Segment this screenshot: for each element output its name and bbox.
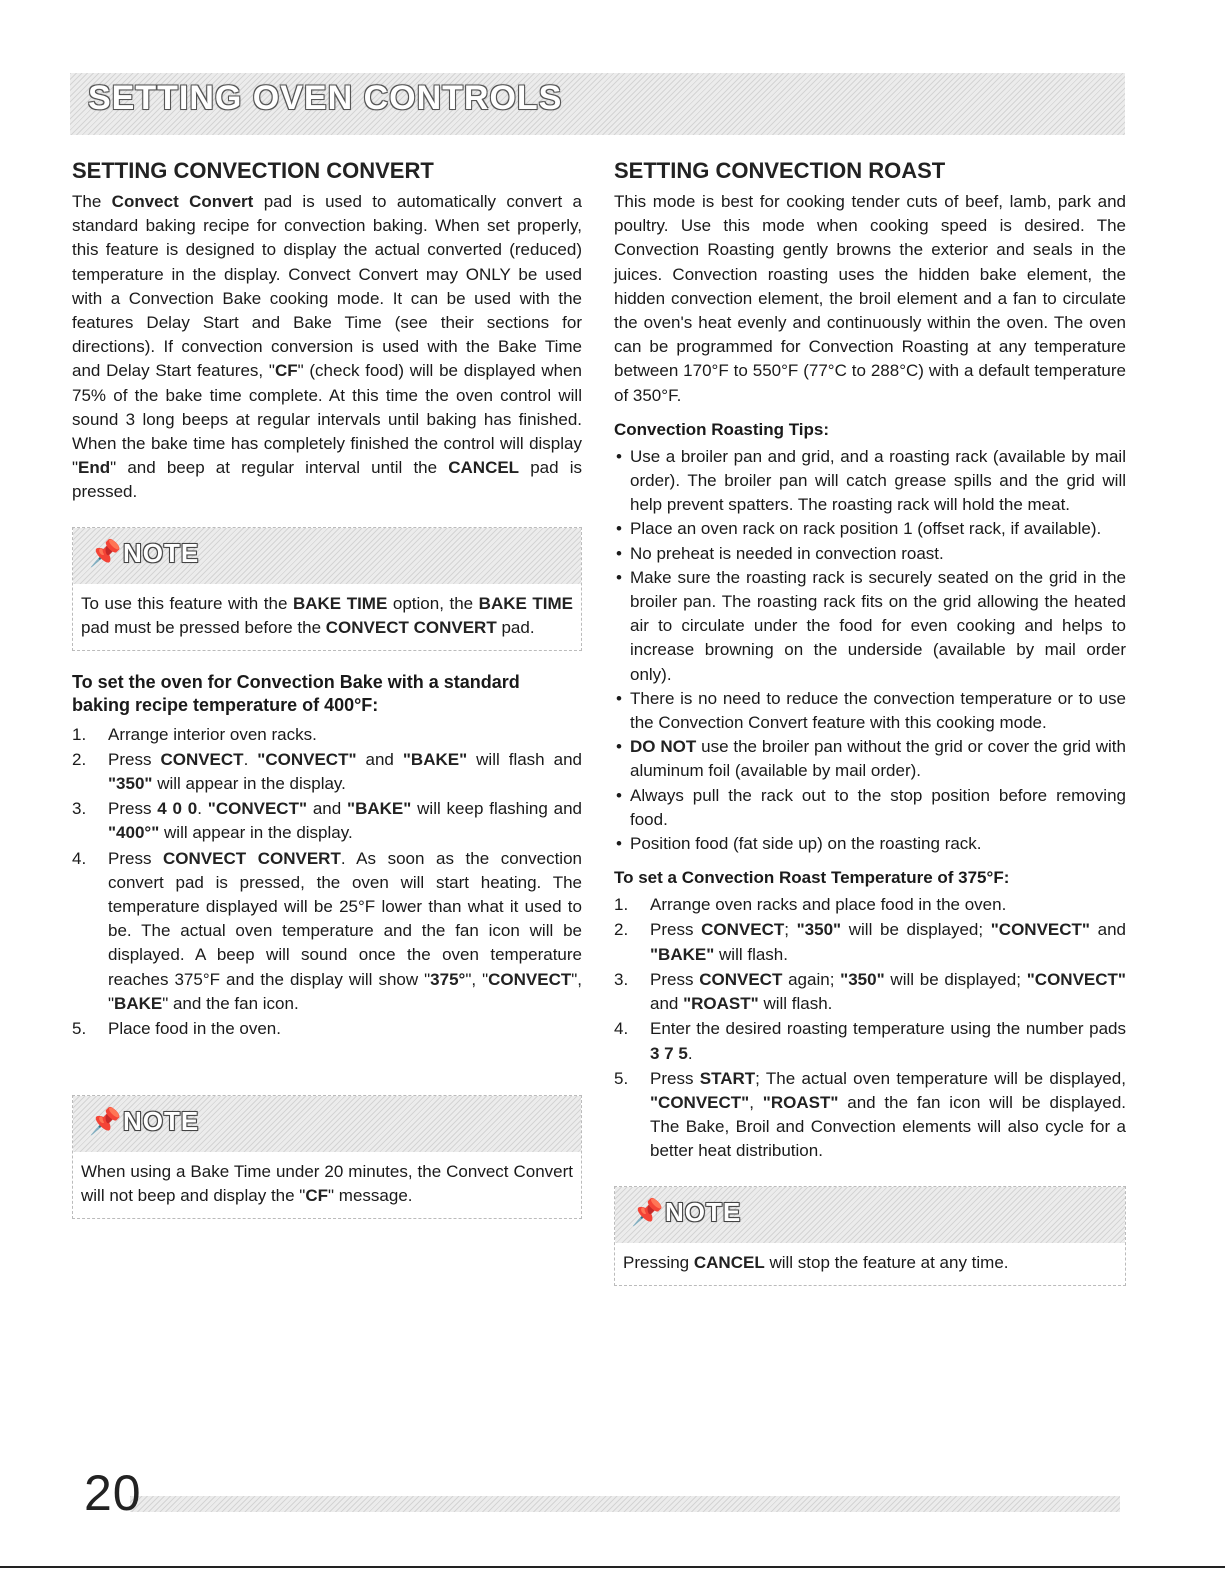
bold-text: "CONVECT" <box>257 749 357 769</box>
text-run: will flash and <box>467 749 582 769</box>
step-item <box>614 1067 1126 1164</box>
bold-text: Convect Convert <box>111 192 254 211</box>
note-box-cancel <box>614 1186 1126 1286</box>
text-run: ", " <box>108 969 582 1013</box>
step-item <box>614 893 1126 917</box>
text-run: Arrange oven racks and place food in the oven. <box>650 895 1007 915</box>
text-run: . <box>687 1043 693 1063</box>
text-run: Arrange interior oven racks. <box>108 724 317 744</box>
note-box-bake-time <box>72 527 582 651</box>
page-number: 20 <box>84 1465 142 1521</box>
text-run: . <box>197 799 208 819</box>
text-run: Place an oven rack on rack position 1 (offset rack, if available). <box>630 519 1102 539</box>
left-column <box>72 150 582 1239</box>
bold-text: CF <box>305 1186 329 1206</box>
bold-text: BAKE TIME <box>478 593 574 613</box>
text-run: No preheat is needed in convection roast. <box>630 543 944 563</box>
pushpin-icon: 📌 <box>631 1196 664 1227</box>
bold-text: "CONVECT" <box>1026 969 1126 989</box>
text-run: Enter the desired roasting temperature using the number pads <box>650 1019 1126 1039</box>
bullet-icon: • <box>616 543 622 563</box>
step-number: 2. <box>614 920 629 940</box>
step-number: 1. <box>72 724 87 744</box>
text-run: and the fan icon will be displayed. The Bake, Broil and Convection elements will also cycle for a better heat distribution. <box>650 1092 1126 1161</box>
text-run: option, the <box>387 593 479 613</box>
header-banner <box>70 73 1125 135</box>
text-run: will keep flashing and <box>411 799 582 819</box>
bold-text: CONVECT <box>699 969 783 989</box>
bold-text: "CONVECT" <box>207 799 308 819</box>
bold-text: CANCEL <box>448 458 520 478</box>
text-run: Pressing <box>623 1252 694 1272</box>
text-run: and <box>307 799 348 819</box>
bold-text: "BAKE" <box>650 944 715 964</box>
tip-item <box>614 566 1126 687</box>
step-number: 1. <box>614 895 629 915</box>
bold-text: CONVECT <box>701 920 785 940</box>
text-run: Use a broiler pan and grid, and a roasting rack (available by mail order). The broiler pan will catch grease spills and the grid will help prevent spatters. The roasting rack will hold the meat. <box>630 446 1126 515</box>
text-run: Position food (fat side up) on the roasting rack. <box>630 834 982 854</box>
text-run: Press <box>108 848 164 868</box>
bold-text: CONVECT CONVERT <box>163 848 341 868</box>
step-number: 3. <box>72 799 87 819</box>
text-run: Press <box>650 920 702 940</box>
bullet-icon: • <box>616 446 622 466</box>
bold-text: BAKE TIME <box>292 593 388 613</box>
step-item <box>72 723 582 747</box>
text-run: ", " <box>465 969 489 989</box>
tip-item <box>614 784 1126 832</box>
convection-roast-intro: This mode is best for cooking tender cuts of beef, lamb, park and poultry. Use this mode when cooking speed is desired. The Convection Roasting gently browns the exterior and seals in the juices. Convection roasting uses the hidden bake element, the hidden convection element, the broil element and a fan to circulate the oven's heat evenly and continuously within the oven. The oven can be programmed for Convection Roasting at any temperature between 170°F to 550°F (77°C to 288°C) with a default temperature of 350°F. <box>614 192 1126 405</box>
text-run: pad must be pressed before the <box>81 617 326 637</box>
right-column <box>614 150 1126 1306</box>
bold-text: "350" <box>108 774 153 794</box>
text-run: " message. <box>328 1186 413 1206</box>
text-run: Press <box>650 1068 700 1088</box>
text-run: When using a Bake Time under 20 minutes, the Convect Convert will not beep and display the " <box>81 1162 573 1206</box>
step-item <box>72 797 582 845</box>
bold-text: "400°" <box>108 823 160 843</box>
bold-text: CANCEL <box>693 1252 765 1272</box>
tip-item <box>614 687 1126 735</box>
step-item <box>614 1017 1126 1065</box>
text-run: pad is pressed. <box>72 458 583 502</box>
text-run: and <box>356 749 403 769</box>
bold-text: CONVECT CONVERT <box>325 617 497 637</box>
step-item <box>72 1017 582 1041</box>
bullet-icon: • <box>616 834 622 854</box>
bullet-icon: • <box>616 519 622 539</box>
step-number: 2. <box>72 749 87 769</box>
text-run: will appear in the display. <box>152 774 346 794</box>
bold-text: CONVECT <box>488 969 572 989</box>
convection-convert-intro <box>72 190 582 505</box>
note-box-bake-time-under-20 <box>72 1095 582 1219</box>
note-body <box>73 584 581 650</box>
note-body <box>73 1152 581 1218</box>
section-heading-convection-roast: SETTING CONVECTION ROAST <box>614 158 946 183</box>
tip-item <box>614 517 1126 541</box>
bold-text: BAKE <box>114 993 163 1013</box>
bold-text: CF <box>274 361 298 381</box>
bold-text: "CONVECT" <box>650 1092 750 1112</box>
text-run: , <box>749 1092 763 1112</box>
text-run: " and beep at regular interval until the <box>110 458 449 478</box>
note-body <box>615 1243 1125 1285</box>
note-header <box>615 1187 1125 1243</box>
step-number: 5. <box>614 1068 629 1088</box>
text-run: pad. <box>496 617 535 637</box>
bold-text: CONVECT <box>160 749 244 769</box>
bold-text: 4 0 0 <box>157 799 198 819</box>
bold-text: "350" <box>840 969 885 989</box>
roasting-tips-heading: Convection Roasting Tips: <box>614 419 830 439</box>
bold-text: DO NOT <box>630 737 697 757</box>
pushpin-icon: 📌 <box>89 1106 122 1137</box>
bottom-rule <box>0 1566 1225 1568</box>
text-run: Place food in the oven. <box>108 1019 281 1039</box>
text-run: Press <box>108 749 161 769</box>
text-run: and <box>650 994 684 1014</box>
roasting-tips-list <box>614 445 1126 856</box>
bold-text: End <box>78 458 111 478</box>
step-number: 5. <box>72 1019 87 1039</box>
text-run: " (check food) will be displayed when 75% of the bake time complete. At this time the oven control will sound 3 long beeps at regular intervals until baking has finished. When the bake time has completely finished the control will display " <box>72 361 582 478</box>
bold-text: START <box>699 1068 756 1088</box>
text-run: use the broiler pan without the grid or cover the grid with aluminum foil (available by mail order). <box>630 737 1126 781</box>
text-run: The <box>72 192 112 211</box>
text-run: Press <box>108 799 158 819</box>
note-header <box>73 1096 581 1152</box>
note-title: NOTE <box>665 1196 742 1227</box>
bold-text: "ROAST" <box>762 1092 839 1112</box>
bold-text: "BAKE" <box>402 749 468 769</box>
bold-text: "BAKE" <box>347 799 412 819</box>
text-run: will flash. <box>714 944 788 964</box>
convection-bake-steps-heading: To set the oven for Convection Bake with a standard baking recipe temperature of 400°F: <box>72 671 520 715</box>
text-run: To use this feature with the <box>81 593 293 613</box>
bullet-icon: • <box>616 737 622 757</box>
section-heading-convection-convert: SETTING CONVECTION CONVERT <box>72 158 434 183</box>
tip-item <box>614 832 1126 856</box>
bold-text: "ROAST" <box>683 994 759 1014</box>
text-run: " and the fan icon. <box>162 993 299 1013</box>
text-run: There is no need to reduce the convection temperature or to use the Convection Convert feature with this cooking mode. <box>630 688 1126 733</box>
bold-text: "CONVECT" <box>990 920 1090 940</box>
tip-item <box>614 735 1126 783</box>
step-item <box>72 847 582 1016</box>
page-header-title: SETTING OVEN CONTROLS <box>88 79 563 117</box>
text-run: ; <box>784 920 797 940</box>
step-number: 4. <box>72 848 87 868</box>
step-item <box>72 748 582 796</box>
text-run: will flash. <box>758 994 833 1014</box>
text-run: and <box>1089 920 1126 940</box>
bold-text: 3 7 5 <box>650 1043 688 1063</box>
convection-roast-steps <box>614 893 1126 1163</box>
bullet-icon: • <box>616 688 622 708</box>
text-run: ; The actual oven temperature will be displayed, <box>755 1068 1126 1088</box>
convection-bake-steps <box>72 723 582 1042</box>
pushpin-icon: 📌 <box>89 537 122 568</box>
text-run: Press <box>650 969 700 989</box>
step-item <box>614 968 1126 1016</box>
text-run: will be displayed; <box>841 920 991 940</box>
text-run: again; <box>782 969 841 989</box>
text-run: pad is used to automatically convert a standard baking recipe for convection baking. When set properly, this feature is designed to display the actual converted (reduced) temperature in the display. Convect Convert may ONLY be used with a Convection Bake cooking mode. It can be used with the features Delay Start and Bake Time (see their sections for directions). If convection conversion is used with the Bake Time and Delay Start features, " <box>72 192 582 381</box>
text-run: will appear in the display. <box>159 823 353 843</box>
text-run: . As soon as the convection convert pad is pressed, the oven will start heating. The temperature displayed will be 25°F lower than what it used to be. The actual oven temperature and the fan icon will be displayed. A beep will sound once the oven temperature reaches 375°F and the display will show " <box>108 848 582 989</box>
note-title: NOTE <box>123 537 200 568</box>
text-run: . <box>243 749 258 769</box>
step-item <box>614 918 1126 966</box>
note-title: NOTE <box>123 1106 200 1137</box>
tip-item <box>614 445 1126 518</box>
note-header <box>73 528 581 584</box>
bullet-icon: • <box>616 567 622 587</box>
step-number: 4. <box>614 1019 629 1039</box>
footer-bar <box>130 1496 1120 1512</box>
text-run: will be displayed; <box>884 969 1027 989</box>
convection-roast-steps-heading: To set a Convection Roast Temperature of 375°F: <box>614 868 1010 888</box>
step-number: 3. <box>614 969 629 989</box>
bullet-icon: • <box>616 785 622 805</box>
text-run: Always pull the rack out to the stop position before removing food. <box>630 785 1126 829</box>
tip-item <box>614 542 1126 566</box>
text-run: Make sure the roasting rack is securely seated on the grid in the broiler pan. The roasting rack fits on the grid allowing the heated air to circulate under the food for even cooking and helps to increase browning on the underside (available by mail order only). <box>630 567 1126 684</box>
bold-text: "350" <box>796 920 842 940</box>
bold-text: 375° <box>430 969 466 989</box>
text-run: will stop the feature at any time. <box>764 1252 1009 1272</box>
